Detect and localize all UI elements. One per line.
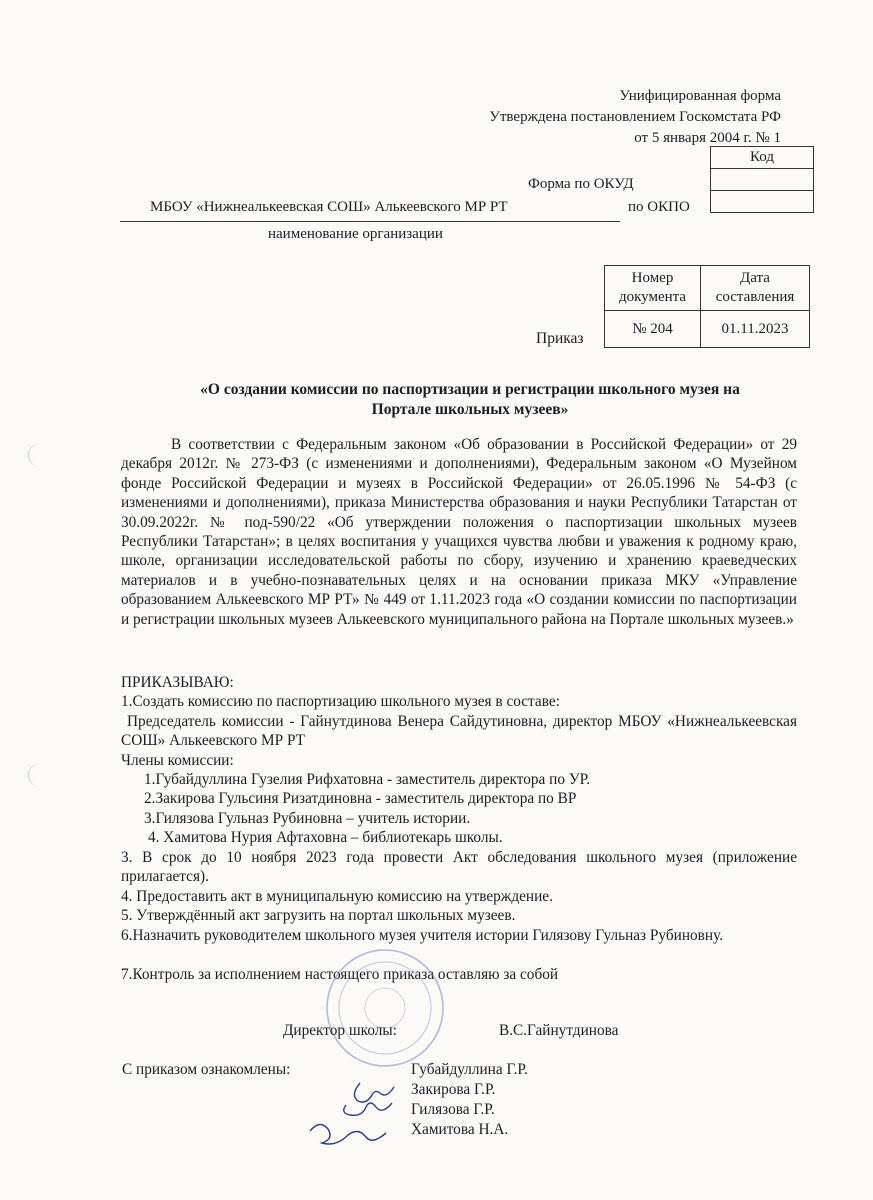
item-1: 1.Создать комиссию по паспортизацию школьного музея в составе: [121,693,560,710]
director-name: В.С.Гайнутдинова [499,1022,619,1039]
document-type: Приказ [536,330,584,347]
document-date: 01.11.2023 [701,311,810,348]
okud-label: Форма по ОКУД [528,176,634,192]
item-3: 3. В срок до 10 ноября 2023 года провести Акт обследования школьного музея (приложение прилагается). [121,849,797,886]
approval-date-line: от 5 января 2004 г. № 1 [634,130,781,146]
acquainted-name-1: Губайдуллина Г.Р. [411,1061,528,1078]
codes-table [710,146,814,213]
order-word: ПРИКАЗЫВАЮ: [121,674,234,691]
number-header: Номер документа [605,266,701,311]
organization-name: МБОУ «Нижнеалькеевская СОШ» Алькеевского МР РТ [150,199,508,215]
members-label: Члены комиссии: [121,752,234,769]
acquainted-name-3: Гилязова Г.Р. [411,1101,495,1118]
item-6: 6.Назначить руководителем школьного музея учителя истории Гилязову Гульназ Рубиновну. [121,927,724,944]
item-5: 5. Утверждённый акт загрузить на портал школьных музеев. [121,907,516,924]
okpo-label: по ОКПО [628,199,690,215]
item-4: 4. Предоставить акт в муниципальную комиссию на утверждение. [121,888,553,905]
document-number: № 204 [605,311,701,348]
organization-underline [120,221,620,222]
document-table [604,265,810,348]
school-stamp [300,940,470,1070]
okud-code-cell [711,169,814,191]
handwritten-signatures [300,1075,410,1155]
member-4: 4. Хамитова Нурия Афтаховна – библиотекарь школы. [148,829,503,846]
acquainted-label: С приказом ознакомлены: [122,1061,291,1078]
okpo-code-cell [711,191,814,213]
item-7: 7.Контроль за исполнением настоящего приказа оставляю за собой [121,966,559,983]
director-label: Директор школы: [283,1022,397,1039]
date-header: Дата составления [701,266,810,311]
approval-line: Утверждена постановлением Госкомстата РФ [489,109,781,125]
chairman: Председатель комиссии - Гайнутдинова Венера Сайдутиновна, директор МБОУ «Нижнеалькеевская СОШ» Алькеевского МР РТ [121,713,797,750]
title-line-1: «О создании комиссии по паспортизации и регистрации школьного музея на [200,381,740,398]
acquainted-name-4: Хамитова Н.А. [411,1121,509,1138]
member-3: 3.Гилязова Гульназ Рубиновна – учитель истории. [144,810,471,827]
organization-caption: наименование организации [268,226,443,242]
punch-hole-mark [28,763,53,787]
member-2: 2.Закирова Гульсиня Ризатдиновна - заместитель директора по ВР [144,790,577,807]
member-1: 1.Губайдуллина Гузелия Рифхатовна - заместитель директора по УР. [144,771,591,788]
punch-hole-mark [28,443,53,467]
preamble: В соответствии с Федеральным законом «Об образовании в Российской Федерации» от 29 декабря 2012г. № 273-ФЗ (с изменениями и дополнениями), Федеральным законом «О Музейном фонде Российской Федерации и музеях в Российской Федерации» от 26.05.1996 № 54-ФЗ (с изменениями и дополнениями), приказа Министерства образования и науки Республики Татарстан от 30.09.2022г. № под-590/22 «Об утверждении положения о паспортизации школьных музеев Республики Татарстан»; в целях воспитания у учащихся чувства любви и уважения к родному краю, школе, организации исследовательской работы по сбору, изучению и хранению краеведческих материалов и в учебно-познавательных целях и на основании приказа МКУ «Управление образованием Алькеевского МР РТ» № 449 от 1.11.2023 года «О создании комиссии по паспортизации и регистрации школьных музеев Алькеевского муниципального района на Портале школьных музеев.» [121,436,797,628]
code-header: Код [711,147,814,169]
acquainted-name-2: Закирова Г.Р. [411,1081,496,1098]
title-line-2: Портале школьных музеев» [371,401,569,418]
unified-form-label: Унифицированная форма [619,88,781,104]
